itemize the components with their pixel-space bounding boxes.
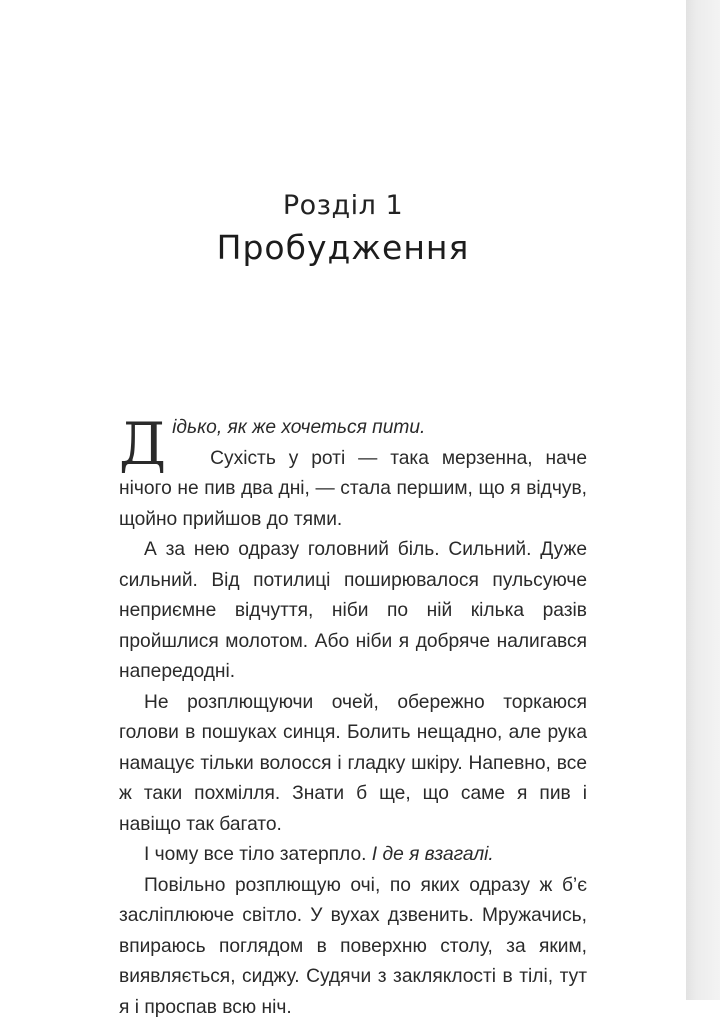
chapter-title: Пробудження xyxy=(0,228,686,267)
paragraph-2: А за нею одразу головний біль. Сильний. Дуже сильний. Від потилиці поширювалося пульсуюче неприємне відчуття, ніби по ній кілька разів пройшлися молотом. Або ніби я добряче налигався напередодні. xyxy=(119,535,587,688)
drop-cap: Д xyxy=(119,417,166,471)
chapter-body xyxy=(119,413,587,1023)
paragraph-1 xyxy=(119,413,587,535)
paragraph-4-plain: І чому все тіло затерпло. xyxy=(144,844,372,865)
page-edge-shadow xyxy=(686,0,720,1000)
paragraph-1-rest: Сухість у роті — така мерзенна, наче нічого не пив два дні, — стала першим, що я відчув, щойно прийшов до тями. xyxy=(119,448,587,530)
paragraph-4 xyxy=(119,840,587,871)
chapter-number: Розділ 1 xyxy=(0,190,686,221)
paragraph-5: Повільно розплющую очі, по яких одразу ж б’є засліплююче світло. У вухах дзвенить. Мружачись, впираюсь поглядом в поверхню столу, за яким, виявляється, сиджу. Судячи з закляклості в тілі, тут я і проспав всю ніч. xyxy=(119,871,587,1023)
paragraph-3: Не розплющуючи очей, обережно торкаюся голови в пошуках синця. Болить нещадно, але рука намацує тільки волосся і гладку шкіру. Напевно, все ж таки похмілля. Знати б ще, що саме я пив і навіщо так багато. xyxy=(119,688,587,841)
paragraph-4-italic: І де я взагалі. xyxy=(372,844,494,865)
opening-thought: ідько, як же хочеться пити. xyxy=(172,417,425,438)
